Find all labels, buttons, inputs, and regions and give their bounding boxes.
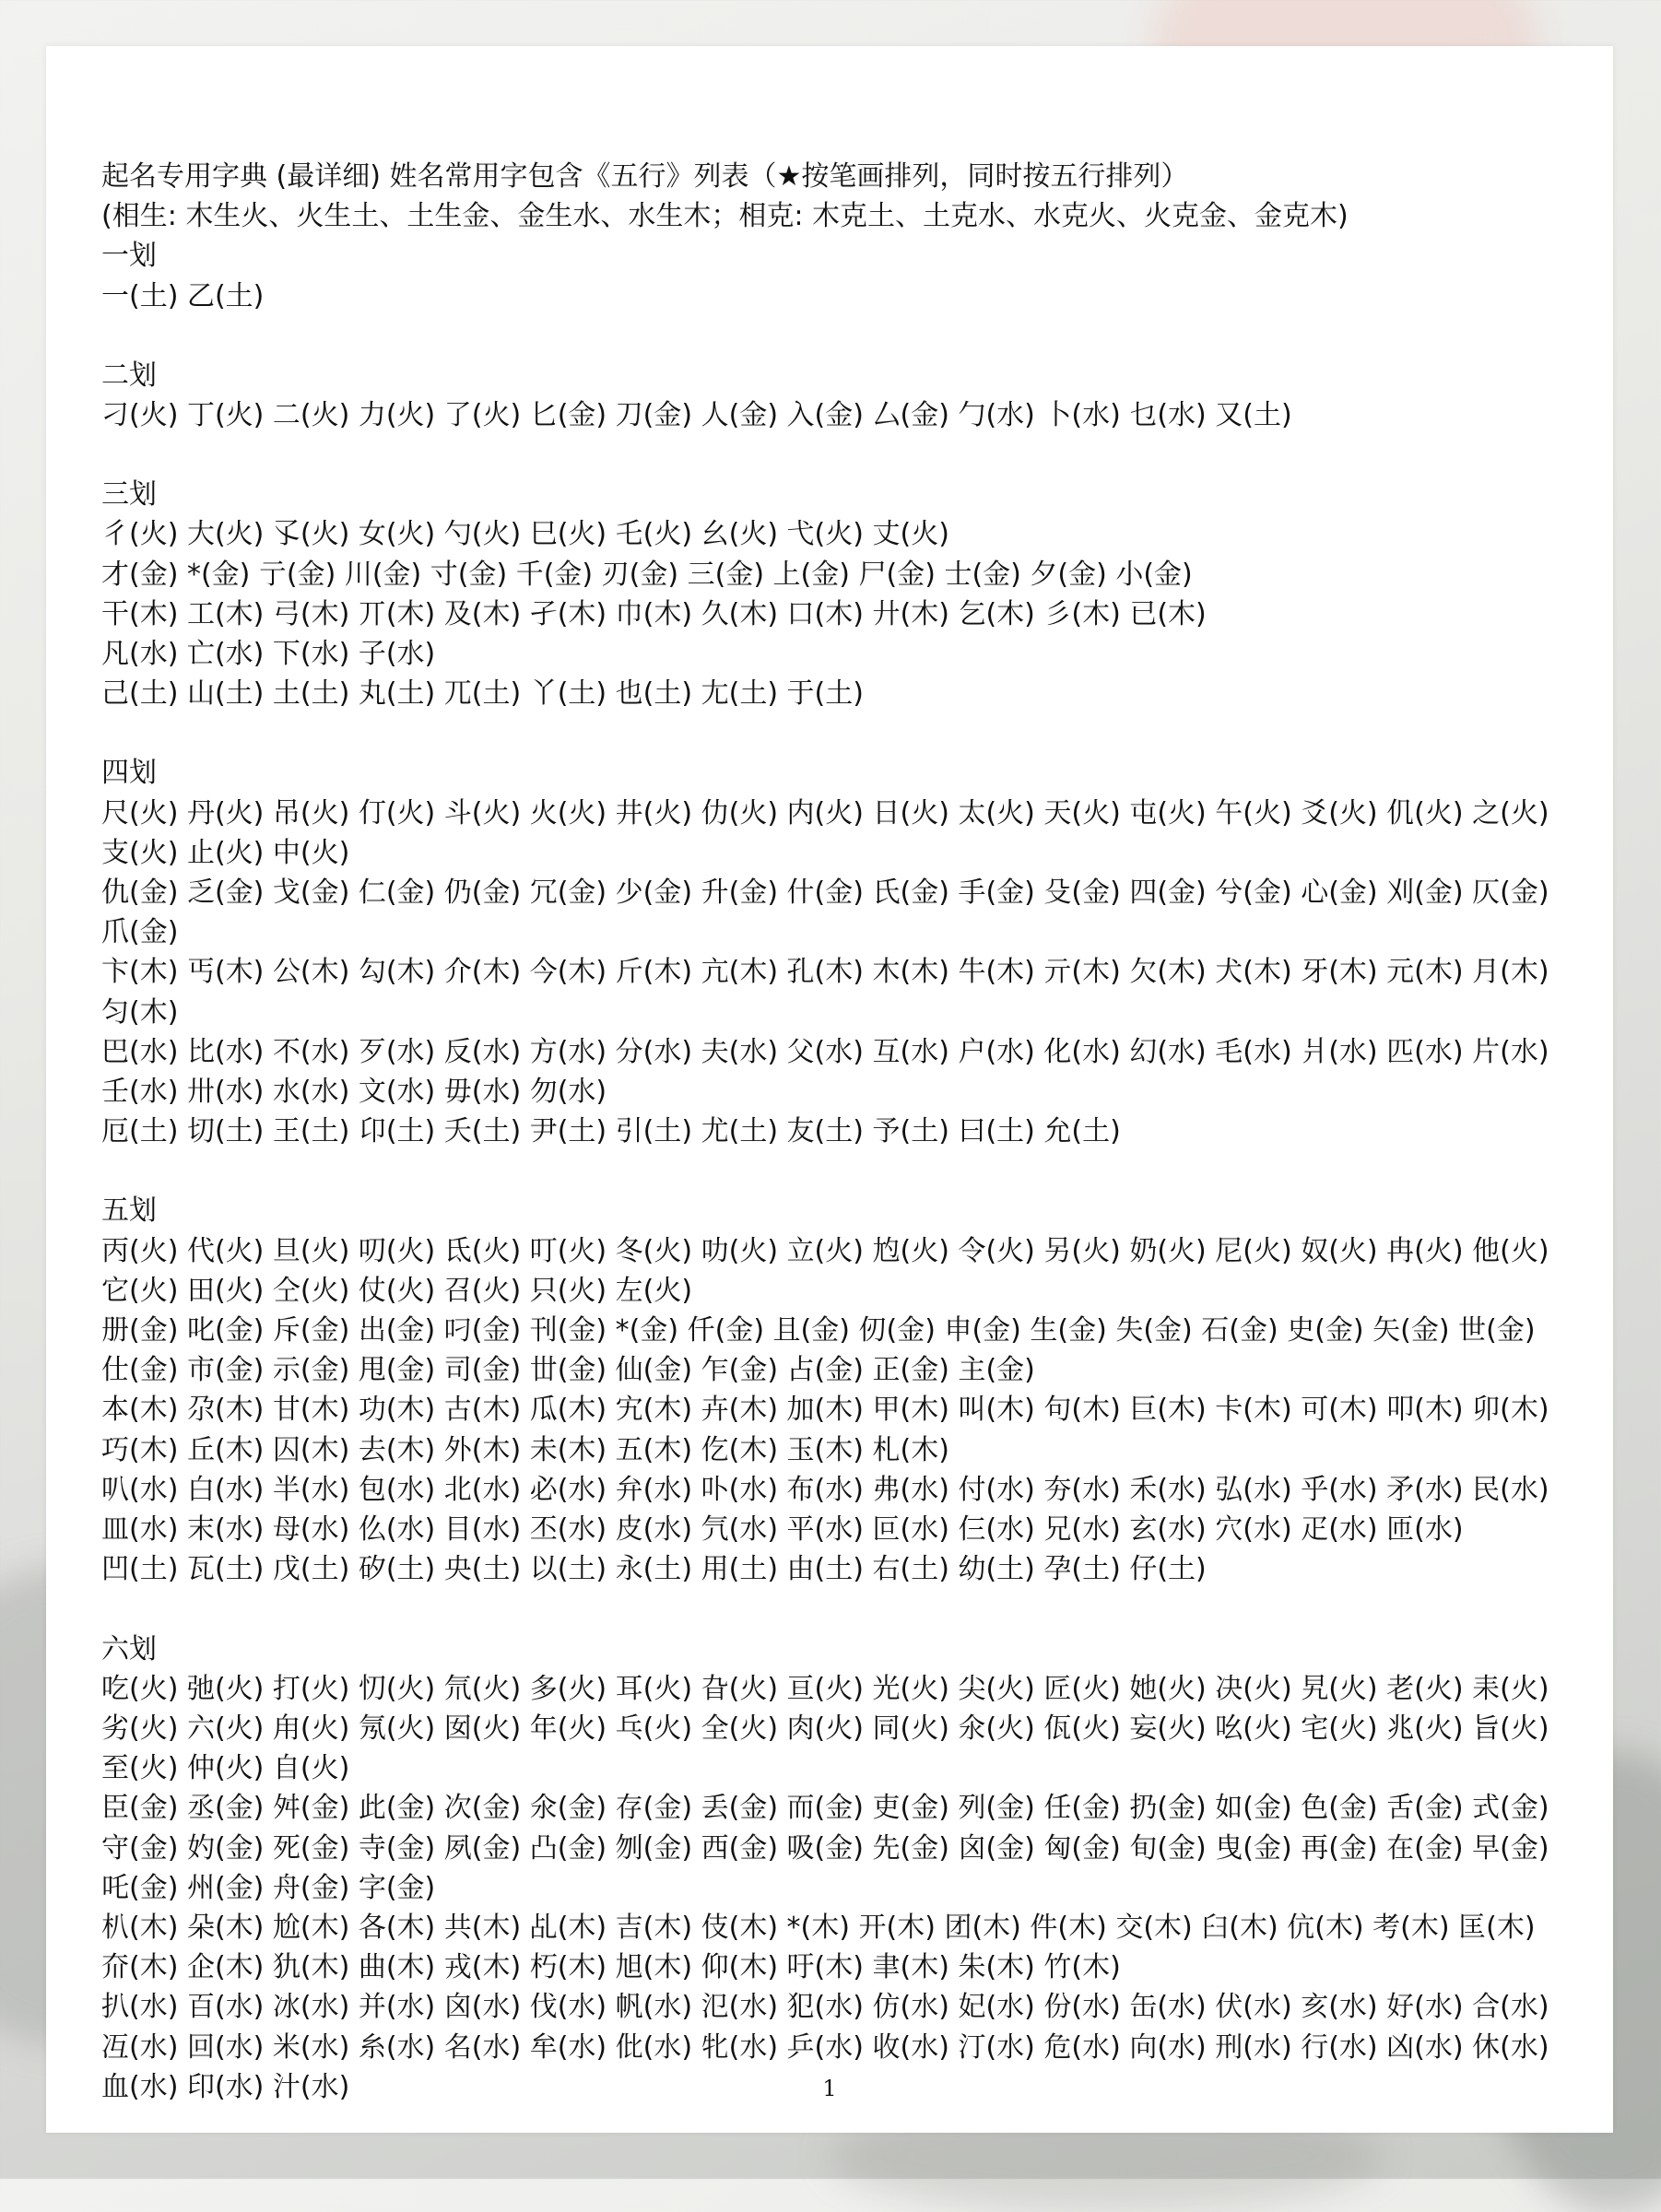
character-list-fire: 丙(火) 代(火) 旦(火) 叨(火) 氐(火) 叮(火) 冬(火) 叻(火) 立(火) 尥(火) 令(火) 另(火) 奶(火) 尼(火) 奴(火) 冉(火) 他(火) 它(火) 田(火) 仝(火) 仗(火) 召(火) 只(火) 左(火) (101, 1234, 1549, 1307)
character-list-fire: 尺(火) 丹(火) 吊(火) 仃(火) 斗(火) 火(火) 井(火) 仂(火) 内(火) 日(火) 太(火) 天(火) 屯(火) 午(火) 爻(火) 仉(火) 之(火) 支(火) 止(火) 中(火) (101, 796, 1549, 869)
character-list-wood: 卞(木) 丐(木) 公(木) 勾(木) 介(木) 今(木) 斤(木) 亢(木) 孔(木) 木(木) 牛(木) 亓(木) 欠(木) 犬(木) 牙(木) 元(木) 月(木) 匀(木) (101, 956, 1549, 1029)
section-heading: 五划 (101, 1194, 157, 1228)
character-list-earth: 凹(土) 瓦(土) 戊(土) 矽(土) 央(土) 以(土) 永(土) 用(土) 由(土) 右(土) 幼(土) 孕(土) 仔(土) (101, 1553, 1207, 1586)
stroke-section-5 (101, 1191, 1567, 1589)
character-list-fire: 彳(火) 大(火) 孓(火) 女(火) 勺(火) 巳(火) 乇(火) 幺(火) 弋(火) 丈(火) (101, 518, 949, 551)
document-subtitle: (相生: 木生火、火生土、土生金、金生水、水生木；相克: 木克土、土克水、水克火、火克金、金克木) (101, 200, 1349, 233)
character-list-metal: 册(金) 叱(金) 斥(金) 出(金) 叼(金) 刊(金) *(金) 仟(金) 且(金) 仞(金) 申(金) 生(金) 失(金) 石(金) 史(金) 矢(金) 世(金) 仕(金) 市(金) 示(金) 甩(金) 司(金) 丗(金) 仙(金) 乍(金) 占(金) 正(金) 主(金) (101, 1314, 1536, 1387)
section-heading: 三划 (101, 478, 157, 512)
character-list-fire: 吃(火) 弛(火) 打(火) 忉(火) 氘(火) 多(火) 耳(火) 旮(火) 亘(火) 光(火) 尖(火) 匠(火) 她(火) 决(火) 旯(火) 老(火) 耒(火) 劣(火) 六(火) 甪(火) 氖(火) 囡(火) 年(火) 乓(火) 全(火) 肉(火) 同(火) 氽(火) 佤(火) 妄(火) 吆(火) 宅(火) 兆(火) 旨(火) 至(火) 仲(火) 自(火) (101, 1672, 1549, 1785)
document-title: 起名专用字典 (最详细) 姓名常用字包含《五行》列表（★按笔画排列，同时按五行排列） (101, 160, 1189, 193)
stroke-section-3 (101, 475, 1567, 713)
character-list-earth: 厄(土) 切(土) 王(土) 卬(土) 夭(土) 尹(土) 引(土) 尤(土) 友(土) 予(土) 曰(土) 允(土) (101, 1115, 1121, 1148)
character-list-metal: 仇(金) 乏(金) 戈(金) 仁(金) 仍(金) 冗(金) 少(金) 升(金) 什(金) 氏(金) 手(金) 殳(金) 四(金) 兮(金) 心(金) 刈(金) 仄(金) 爪(金) (101, 877, 1549, 949)
character-list-water: 叭(水) 白(水) 半(水) 包(水) 北(水) 必(水) 弁(水) 卟(水) 布(水) 弗(水) 付(水) 夯(水) 禾(水) 弘(水) 乎(水) 矛(水) 民(水) 皿(水) 末(水) 母(水) 仫(水) 目(水) 丕(水) 皮(水) 氕(水) 平(水) 叵(水) 仨(水) 兄(水) 玄(水) 穴(水) 疋(水) 匝(水) (101, 1473, 1549, 1547)
document-page (46, 46, 1613, 2133)
section-heading: 二划 (101, 359, 157, 392)
character-list-earth: 己(土) 山(土) 土(土) 丸(土) 兀(土) 丫(土) 也(土) 尢(土) 于(土) (101, 677, 864, 711)
stroke-section-2 (101, 356, 1567, 435)
stroke-section-4 (101, 753, 1567, 1151)
section-heading: 一划 (101, 240, 157, 273)
stroke-section-1 (101, 236, 1567, 315)
character-list-water: 凡(水) 亡(水) 下(水) 子(水) (101, 638, 436, 671)
character-list-wood: 干(木) 工(木) 弓(木) 丌(木) 及(木) 孑(木) 巾(木) 久(木) 口(木) 廾(木) 乞(木) 彡(木) 已(木) (101, 597, 1207, 630)
page-number: 1 (822, 2076, 837, 2101)
character-list: 刁(火) 丁(火) 二(火) 力(火) 了(火) 匕(金) 刀(金) 人(金) 入(金) 厶(金) 勹(水) 卜(水) 乜(水) 又(土) (101, 399, 1292, 432)
character-list-water: 巴(水) 比(水) 不(水) 歹(水) 反(水) 方(水) 分(水) 夫(水) 父(水) 互(水) 户(水) 化(水) 幻(水) 毛(水) 爿(水) 匹(水) 片(水) 壬(水) 卅(水) 水(水) 文(水) 毋(水) 勿(水) (101, 1035, 1549, 1109)
character-list-wood: 本(木) 尕(木) 甘(木) 功(木) 古(木) 瓜(木) 宄(木) 卉(木) 加(木) 甲(木) 叫(木) 句(木) 巨(木) 卡(木) 可(木) 叩(木) 卯(木) 巧(木) 丘(木) 囚(木) 去(木) 外(木) 未(木) 五(木) 仡(木) 玉(木) 札(木) (101, 1394, 1549, 1466)
section-heading: 六划 (101, 1632, 157, 1665)
character-list-wood: 朳(木) 朵(木) 尬(木) 各(木) 共(木) 乩(木) 吉(木) 伎(木) *(木) 开(木) 团(木) 件(木) 交(木) 臼(木) 伉(木) 考(木) 匡(木) 夼(木) 企(木) 犰(木) 曲(木) 戎(木) 朽(木) 旭(木) 仰(木) 吁(木) 聿(木) 朱(木) 竹(木) (101, 1911, 1536, 1984)
stroke-section-6 (101, 1630, 1567, 2107)
section-heading: 四划 (101, 757, 157, 790)
character-list-water: 扒(水) 百(水) 冰(水) 并(水) 囟(水) 伐(水) 帆(水) 氾(水) 犯(水) 仿(水) 妃(水) 份(水) 缶(水) 伏(水) 亥(水) 好(水) 合(水) 冱(水) 回(水) 米(水) 糸(水) 名(水) 牟(水) 仳(水) 牝(水) 乒(水) 收(水) 汀(水) 危(水) 向(水) 刑(水) 行(水) 凶(水) 休(水) 血(水) 印(水) 汁(水) (101, 1991, 1549, 2103)
character-list-metal: 才(金) *(金) 亍(金) 川(金) 寸(金) 千(金) 刃(金) 三(金) 上(金) 尸(金) 士(金) 夕(金) 小(金) (101, 558, 1193, 591)
character-list: 一(土) 乙(土) (101, 279, 265, 312)
character-list-metal: 臣(金) 丞(金) 舛(金) 此(金) 次(金) 氽(金) 存(金) 丢(金) 而(金) 吏(金) 列(金) 任(金) 扔(金) 如(金) 色(金) 舌(金) 式(金) 守(金) 妁(金) 死(金) 寺(金) 夙(金) 凸(金) 刎(金) 西(金) 吸(金) 先(金) 囟(金) 匈(金) 旬(金) 曳(金) 再(金) 在(金) 早(金) 吒(金) 州(金) 舟(金) 字(金) (101, 1792, 1549, 1904)
